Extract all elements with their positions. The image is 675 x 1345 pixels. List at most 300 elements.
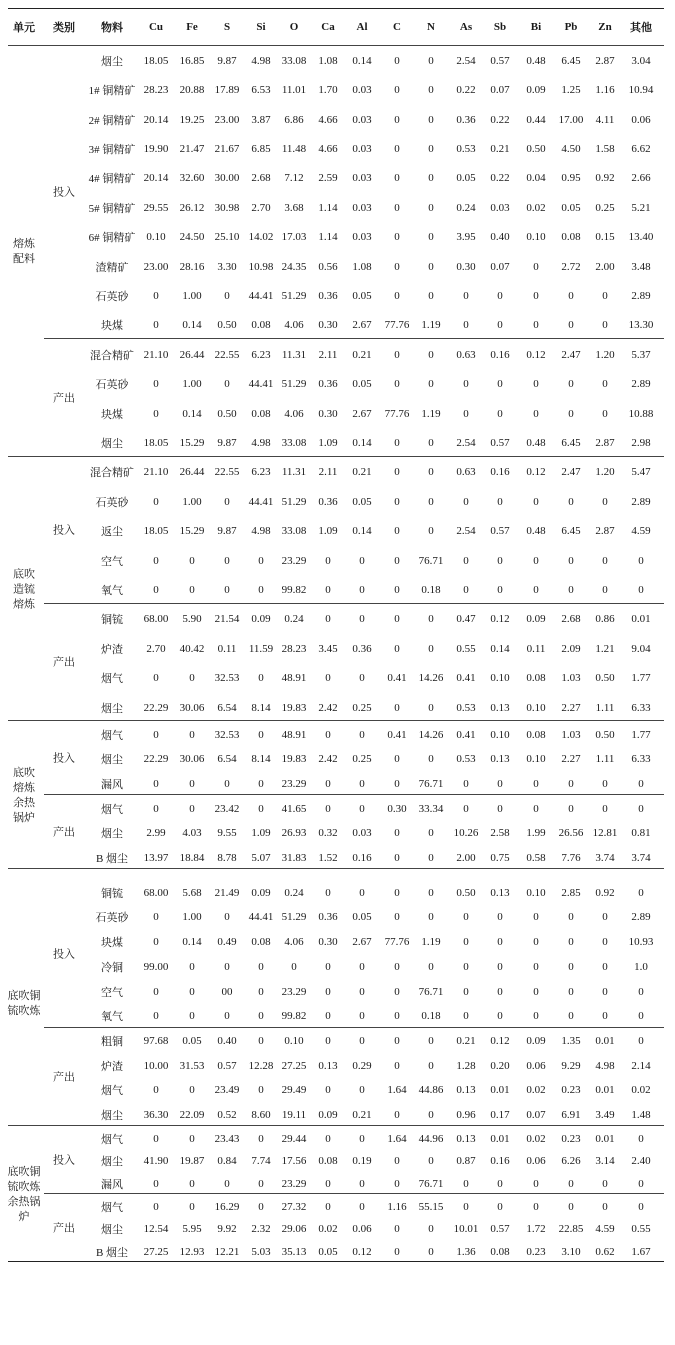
value-cell: 1.70 xyxy=(318,84,338,97)
value-cell: 0.16 xyxy=(352,852,372,865)
value-cell: 0 xyxy=(428,911,434,924)
value-cell: 6.45 xyxy=(561,436,581,449)
category-label: 产出 xyxy=(53,656,75,669)
value-cell: 2.11 xyxy=(318,466,338,479)
value-cell: 0 xyxy=(189,985,195,998)
material-cell: 烟尘 xyxy=(101,1110,123,1123)
value-cell: 0.24 xyxy=(284,613,304,626)
header-cell: Al xyxy=(356,21,368,33)
value-cell: 0 xyxy=(428,466,434,479)
value-cell: 2.72 xyxy=(561,260,581,273)
value-cell: 0 xyxy=(497,1010,503,1023)
value-cell: 0 xyxy=(428,260,434,273)
value-cell: 0 xyxy=(359,802,365,815)
header-cell: Fe xyxy=(186,21,198,33)
value-cell: 19.83 xyxy=(281,701,307,714)
value-cell: 0.03 xyxy=(352,113,372,126)
value-cell: 51.29 xyxy=(281,289,307,302)
value-cell: 0 xyxy=(394,1155,400,1168)
value-cell: 0 xyxy=(533,802,539,815)
value-cell: 0.10 xyxy=(526,231,546,244)
value-cell: 4.06 xyxy=(284,407,304,420)
unit-label-line: 余热锅 xyxy=(7,1196,41,1209)
value-cell: 18.84 xyxy=(179,852,205,865)
value-cell: 0.06 xyxy=(526,1059,546,1072)
value-cell: 0 xyxy=(568,936,574,949)
value-cell: 8.14 xyxy=(251,701,271,714)
value-cell: 0 xyxy=(428,1034,434,1047)
value-cell: 0 xyxy=(153,777,159,790)
value-cell: 44.86 xyxy=(418,1084,444,1097)
value-cell: 0 xyxy=(533,554,539,567)
material-cell: 烟尘 xyxy=(101,55,123,68)
value-cell: 0 xyxy=(568,777,574,790)
value-cell: 28.23 xyxy=(281,642,307,655)
value-cell: 0.09 xyxy=(251,613,271,626)
material-cell: 块煤 xyxy=(101,408,123,421)
value-cell: 0 xyxy=(428,886,434,899)
value-cell: 0.03 xyxy=(352,84,372,97)
value-cell: 2.42 xyxy=(318,753,338,766)
value-cell: 0 xyxy=(394,642,400,655)
value-cell: 0 xyxy=(497,407,503,420)
value-cell: 0 xyxy=(428,960,434,973)
value-cell: 0.08 xyxy=(490,1245,510,1258)
value-cell: 0.14 xyxy=(182,936,202,949)
value-cell: 6.91 xyxy=(561,1109,581,1122)
value-cell: 0.10 xyxy=(526,701,546,714)
value-cell: 1.16 xyxy=(595,84,615,97)
value-cell: 0 xyxy=(638,554,644,567)
value-cell: 0.50 xyxy=(595,728,615,741)
unit-label-line: 配料 xyxy=(13,252,35,265)
value-cell: 0 xyxy=(394,1059,400,1072)
value-cell: 3.04 xyxy=(631,54,651,67)
value-cell: 5.03 xyxy=(251,1245,271,1258)
value-cell: 4.50 xyxy=(561,142,581,155)
value-cell: 0 xyxy=(189,583,195,596)
value-cell: 14.26 xyxy=(418,672,444,685)
value-cell: 0 xyxy=(568,378,574,391)
value-cell: 31.83 xyxy=(281,852,307,865)
value-cell: 0 xyxy=(497,378,503,391)
value-cell: 4.59 xyxy=(631,525,651,538)
value-cell: 0 xyxy=(153,378,159,391)
value-cell: 0 xyxy=(189,960,195,973)
value-cell: 0 xyxy=(325,1132,331,1145)
value-cell: 0.10 xyxy=(284,1034,304,1047)
value-cell: 6.85 xyxy=(251,142,271,155)
value-cell: 0 xyxy=(568,289,574,302)
value-cell: 44.41 xyxy=(248,495,274,508)
value-cell: 41.90 xyxy=(143,1155,169,1168)
material-cell: 6# 铜精矿 xyxy=(88,232,136,245)
value-cell: 0.95 xyxy=(561,172,581,185)
value-cell: 76.71 xyxy=(418,554,444,567)
value-cell: 0 xyxy=(428,525,434,538)
value-cell: 0 xyxy=(359,613,365,626)
value-cell: 0 xyxy=(359,583,365,596)
value-cell: 0 xyxy=(463,289,469,302)
value-cell: 1.20 xyxy=(595,348,615,361)
value-cell: 0.05 xyxy=(456,172,476,185)
header-cell: 单元 xyxy=(13,22,35,34)
value-cell: 30.00 xyxy=(214,172,240,185)
material-cell: B 烟尘 xyxy=(95,853,129,866)
value-cell: 0 xyxy=(224,289,230,302)
value-cell: 7.74 xyxy=(251,1155,271,1168)
value-cell: 0.23 xyxy=(561,1132,581,1145)
value-cell: 0.57 xyxy=(490,436,510,449)
value-cell: 0 xyxy=(602,777,608,790)
value-cell: 8.14 xyxy=(251,753,271,766)
value-cell: 0 xyxy=(602,1010,608,1023)
value-cell: 0.14 xyxy=(352,525,372,538)
value-cell: 0 xyxy=(258,728,264,741)
value-cell: 0.07 xyxy=(526,1109,546,1122)
value-cell: 0.14 xyxy=(490,642,510,655)
value-cell: 0 xyxy=(325,960,331,973)
value-cell: 10.94 xyxy=(628,84,654,97)
header-cell: Sb xyxy=(493,21,507,33)
value-cell: 0 xyxy=(189,1010,195,1023)
material-cell: 空气 xyxy=(101,555,123,568)
value-cell: 12.54 xyxy=(143,1223,169,1236)
value-cell: 0.13 xyxy=(490,701,510,714)
value-cell: 0.03 xyxy=(352,142,372,155)
value-cell: 0 xyxy=(394,201,400,214)
value-cell: 77.76 xyxy=(384,319,410,332)
material-cell: 烟尘 xyxy=(101,754,123,767)
value-cell: 0 xyxy=(463,1200,469,1213)
value-cell: 0.05 xyxy=(352,911,372,924)
value-cell: 1.19 xyxy=(421,319,441,332)
value-cell: 2.11 xyxy=(318,348,338,361)
value-cell: 0.50 xyxy=(217,319,237,332)
value-cell: 1.11 xyxy=(595,753,615,766)
value-cell: 33.08 xyxy=(281,525,307,538)
value-cell: 41.65 xyxy=(281,802,307,815)
value-cell: 0 xyxy=(394,172,400,185)
value-cell: 0 xyxy=(394,231,400,244)
value-cell: 0 xyxy=(602,1200,608,1213)
value-cell: 0 xyxy=(394,1223,400,1236)
value-cell: 4.03 xyxy=(182,827,202,840)
value-cell: 0.21 xyxy=(352,1109,372,1122)
value-cell: 27.25 xyxy=(143,1245,169,1258)
value-cell: 0 xyxy=(394,495,400,508)
unit-label-line: 底吹 xyxy=(13,767,35,780)
value-cell: 1.14 xyxy=(318,201,338,214)
value-cell: 0 xyxy=(394,1177,400,1190)
value-cell: 0.02 xyxy=(526,1132,546,1145)
value-cell: 12.93 xyxy=(179,1245,205,1258)
value-cell: 0.01 xyxy=(595,1084,615,1097)
value-cell: 0 xyxy=(638,985,644,998)
value-cell: 0 xyxy=(428,348,434,361)
value-cell: 0 xyxy=(394,84,400,97)
value-cell: 00 xyxy=(221,985,233,998)
value-cell: 0 xyxy=(359,886,365,899)
material-cell: 块煤 xyxy=(101,937,123,950)
value-cell: 36.30 xyxy=(143,1109,169,1122)
value-cell: 17.00 xyxy=(558,113,584,126)
value-cell: 0 xyxy=(497,495,503,508)
value-cell: 0 xyxy=(394,886,400,899)
value-cell: 0 xyxy=(325,583,331,596)
value-cell: 19.25 xyxy=(179,113,205,126)
value-cell: 0.07 xyxy=(490,84,510,97)
material-cell: B 烟尘 xyxy=(95,1246,129,1259)
value-cell: 0 xyxy=(189,1177,195,1190)
value-cell: 2.89 xyxy=(631,289,651,302)
value-cell: 0.16 xyxy=(490,348,510,361)
value-cell: 0 xyxy=(568,1010,574,1023)
value-cell: 21.54 xyxy=(214,613,240,626)
value-cell: 2.89 xyxy=(631,378,651,391)
material-cell: 1# 铜精矿 xyxy=(88,85,136,98)
value-cell: 1.52 xyxy=(318,852,338,865)
value-cell: 40.42 xyxy=(179,642,205,655)
value-cell: 1.28 xyxy=(456,1059,476,1072)
value-cell: 0.53 xyxy=(456,753,476,766)
value-cell: 0 xyxy=(359,1177,365,1190)
value-cell: 0.36 xyxy=(318,289,338,302)
value-cell: 0.57 xyxy=(490,525,510,538)
value-cell: 4.06 xyxy=(284,319,304,332)
value-cell: 0 xyxy=(602,936,608,949)
value-cell: 0.13 xyxy=(318,1059,338,1072)
material-cell: 5# 铜精矿 xyxy=(88,202,136,215)
value-cell: 44.41 xyxy=(248,911,274,924)
header-cell: O xyxy=(289,21,299,33)
value-cell: 4.98 xyxy=(595,1059,615,1072)
value-cell: 2.58 xyxy=(490,827,510,840)
value-cell: 2.68 xyxy=(251,172,271,185)
value-cell: 0 xyxy=(463,777,469,790)
value-cell: 0 xyxy=(258,554,264,567)
value-cell: 99.82 xyxy=(281,1010,307,1023)
value-cell: 0.87 xyxy=(456,1155,476,1168)
value-cell: 0.08 xyxy=(251,936,271,949)
value-cell: 9.92 xyxy=(217,1223,237,1236)
value-cell: 44.96 xyxy=(418,1132,444,1145)
value-cell: 11.01 xyxy=(281,84,307,97)
value-cell: 0 xyxy=(428,142,434,155)
value-cell: 0.20 xyxy=(490,1059,510,1072)
category-label: 投入 xyxy=(53,1154,75,1167)
value-cell: 6.26 xyxy=(561,1155,581,1168)
value-cell: 0.13 xyxy=(456,1132,476,1145)
value-cell: 0 xyxy=(153,802,159,815)
value-cell: 0 xyxy=(359,985,365,998)
value-cell: 1.09 xyxy=(251,827,271,840)
material-cell: 4# 铜精矿 xyxy=(88,173,136,186)
value-cell: 2.27 xyxy=(561,753,581,766)
value-cell: 0.17 xyxy=(490,1109,510,1122)
value-cell: 0.25 xyxy=(352,753,372,766)
value-cell: 1.20 xyxy=(595,466,615,479)
value-cell: 0 xyxy=(394,436,400,449)
value-cell: 0.36 xyxy=(456,113,476,126)
value-cell: 0 xyxy=(428,289,434,302)
value-cell: 10.93 xyxy=(628,936,654,949)
value-cell: 0 xyxy=(394,1034,400,1047)
value-cell: 0.10 xyxy=(490,728,510,741)
value-cell: 1.11 xyxy=(595,701,615,714)
value-cell: 3.48 xyxy=(631,260,651,273)
value-cell: 0 xyxy=(325,886,331,899)
value-cell: 0 xyxy=(533,777,539,790)
unit-divider xyxy=(8,720,664,721)
value-cell: 6.54 xyxy=(217,753,237,766)
value-cell: 0.05 xyxy=(318,1245,338,1258)
value-cell: 26.44 xyxy=(179,466,205,479)
value-cell: 0.01 xyxy=(595,1034,615,1047)
value-cell: 0 xyxy=(463,319,469,332)
category-label: 投入 xyxy=(53,524,75,537)
value-cell: 0 xyxy=(533,319,539,332)
value-cell: 0 xyxy=(189,672,195,685)
value-cell: 0.18 xyxy=(421,583,441,596)
value-cell: 0 xyxy=(568,583,574,596)
value-cell: 0 xyxy=(568,911,574,924)
material-cell: 氧气 xyxy=(101,584,123,597)
value-cell: 0.50 xyxy=(526,142,546,155)
value-cell: 6.33 xyxy=(631,701,651,714)
value-cell: 8.60 xyxy=(251,1109,271,1122)
value-cell: 0 xyxy=(428,852,434,865)
value-cell: 0.02 xyxy=(631,1084,651,1097)
value-cell: 0 xyxy=(497,985,503,998)
value-cell: 0.92 xyxy=(595,172,615,185)
value-cell: 0.84 xyxy=(217,1155,237,1168)
value-cell: 0 xyxy=(497,1177,503,1190)
value-cell: 51.29 xyxy=(281,495,307,508)
value-cell: 0.07 xyxy=(490,260,510,273)
material-cell: 炉渣 xyxy=(101,643,123,656)
value-cell: 0.01 xyxy=(595,1132,615,1145)
value-cell: 2.00 xyxy=(595,260,615,273)
value-cell: 0.19 xyxy=(352,1155,372,1168)
value-cell: 1.09 xyxy=(318,525,338,538)
value-cell: 0.11 xyxy=(526,642,546,655)
unit-divider xyxy=(8,868,664,869)
value-cell: 18.05 xyxy=(143,436,169,449)
value-cell: 0 xyxy=(359,1132,365,1145)
value-cell: 0 xyxy=(325,1177,331,1190)
value-cell: 0.63 xyxy=(456,348,476,361)
value-cell: 0.08 xyxy=(251,407,271,420)
table-body xyxy=(8,46,664,1263)
value-cell: 15.29 xyxy=(179,436,205,449)
value-cell: 99.00 xyxy=(143,960,169,973)
value-cell: 77.76 xyxy=(384,407,410,420)
value-cell: 0 xyxy=(533,911,539,924)
material-cell: 烟气 xyxy=(101,673,123,686)
value-cell: 0 xyxy=(153,289,159,302)
value-cell: 0.92 xyxy=(595,886,615,899)
value-cell: 0.10 xyxy=(526,886,546,899)
value-cell: 23.29 xyxy=(281,985,307,998)
value-cell: 7.76 xyxy=(561,852,581,865)
header-cell: As xyxy=(459,21,473,33)
unit-label xyxy=(8,1165,41,1225)
value-cell: 32.60 xyxy=(179,172,205,185)
value-cell: 0.62 xyxy=(595,1245,615,1258)
value-cell: 1.77 xyxy=(631,728,651,741)
value-cell: 2.40 xyxy=(631,1155,651,1168)
value-cell: 4.11 xyxy=(595,113,615,126)
value-cell: 0.09 xyxy=(526,84,546,97)
value-cell: 0.02 xyxy=(526,201,546,214)
value-cell: 8.78 xyxy=(217,852,237,865)
category-divider xyxy=(44,1193,664,1194)
value-cell: 5.68 xyxy=(182,886,202,899)
value-cell: 10.00 xyxy=(143,1059,169,1072)
value-cell: 23.49 xyxy=(214,1084,240,1097)
value-cell: 0 xyxy=(533,985,539,998)
value-cell: 6.33 xyxy=(631,753,651,766)
value-cell: 0 xyxy=(463,985,469,998)
value-cell: 0.23 xyxy=(561,1084,581,1097)
value-cell: 33.08 xyxy=(281,436,307,449)
value-cell: 20.88 xyxy=(179,84,205,97)
value-cell: 0 xyxy=(428,436,434,449)
value-cell: 23.29 xyxy=(281,1177,307,1190)
value-cell: 2.85 xyxy=(561,886,581,899)
material-cell: 烟气 xyxy=(101,803,123,816)
material-cell: 石英砂 xyxy=(95,912,129,925)
value-cell: 0 xyxy=(533,378,539,391)
value-cell: 2.47 xyxy=(561,348,581,361)
value-cell: 0.06 xyxy=(352,1223,372,1236)
value-cell: 0.13 xyxy=(490,886,510,899)
value-cell: 18.05 xyxy=(143,54,169,67)
material-cell: 渣精矿 xyxy=(95,261,129,274)
value-cell: 0.03 xyxy=(352,827,372,840)
header-cell: Pb xyxy=(564,21,578,33)
material-cell: 烟气 xyxy=(101,1085,123,1098)
value-cell: 0 xyxy=(463,1177,469,1190)
material-cell: 石英砂 xyxy=(95,496,129,509)
value-cell: 6.23 xyxy=(251,466,271,479)
unit-label-line: 余热 xyxy=(13,797,35,810)
value-cell: 1.00 xyxy=(182,495,202,508)
value-cell: 0.13 xyxy=(490,753,510,766)
value-cell: 0 xyxy=(497,289,503,302)
value-cell: 22.85 xyxy=(558,1223,584,1236)
data-table xyxy=(8,8,664,1263)
value-cell: 0.08 xyxy=(526,728,546,741)
value-cell: 0 xyxy=(359,960,365,973)
value-cell: 28.23 xyxy=(143,84,169,97)
value-cell: 2.99 xyxy=(146,827,166,840)
material-cell: 混合精矿 xyxy=(90,349,134,362)
value-cell: 1.36 xyxy=(456,1245,476,1258)
value-cell: 0 xyxy=(394,960,400,973)
value-cell: 26.93 xyxy=(281,827,307,840)
value-cell: 30.06 xyxy=(179,701,205,714)
value-cell: 0 xyxy=(224,1010,230,1023)
value-cell: 26.12 xyxy=(179,201,205,214)
value-cell: 0.24 xyxy=(456,201,476,214)
value-cell: 0 xyxy=(497,911,503,924)
header-cell: Bi xyxy=(530,21,542,33)
unit-label-line: 锅炉 xyxy=(13,812,35,825)
value-cell: 22.29 xyxy=(143,701,169,714)
value-cell: 1.00 xyxy=(182,289,202,302)
